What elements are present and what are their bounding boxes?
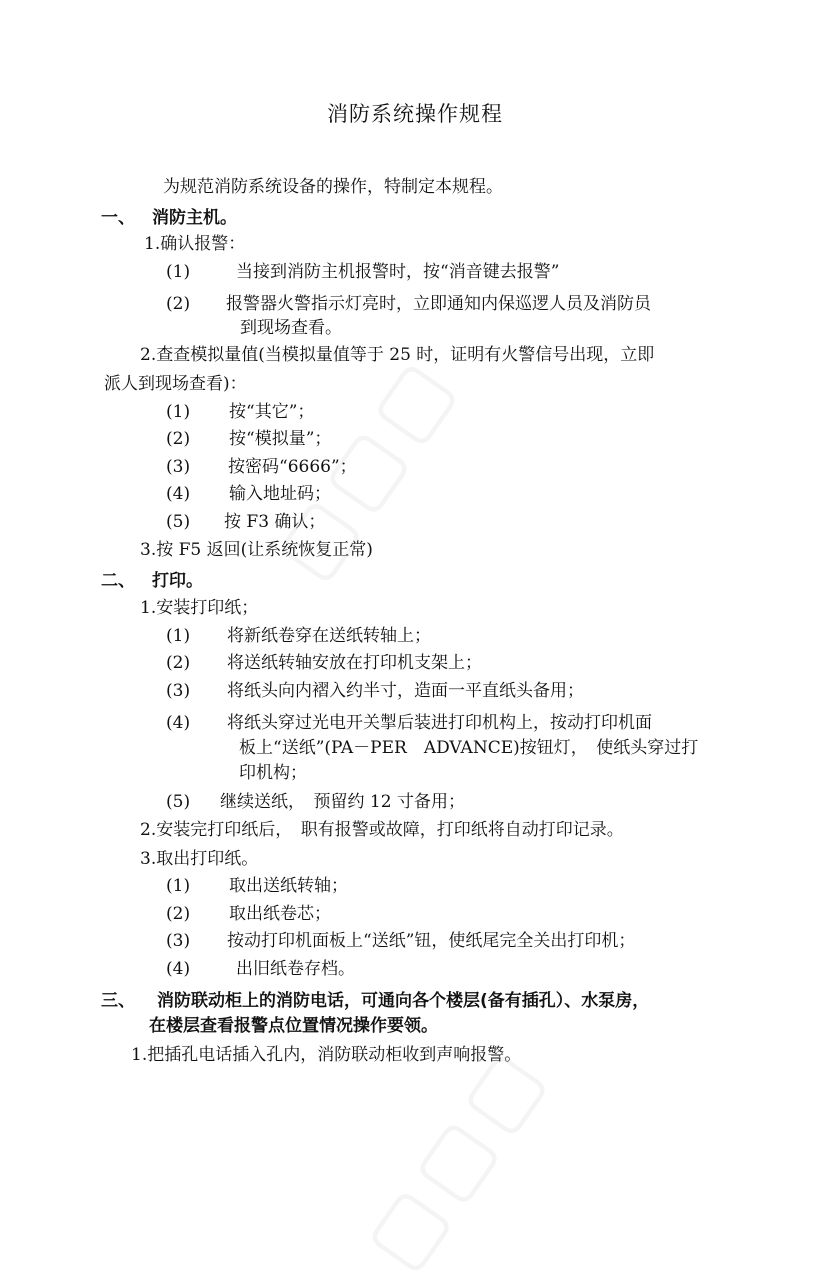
sub-item-text: 出旧纸卷存档。 <box>236 959 355 979</box>
sub-item-text: 将新纸卷穿在送纸转轴上； <box>227 626 431 646</box>
sub-item-number: (1) <box>166 262 191 282</box>
sub-item-text: 按密码“6666”； <box>228 457 357 477</box>
sub-item-number: (1) <box>166 626 191 646</box>
sub-item-text: 将送纸转轴安放在打印机支架上； <box>227 653 482 673</box>
section-heading: 消防主机。 <box>152 208 237 228</box>
intro-paragraph: 为规范消防系统设备的操作，特制定本规程。 <box>163 177 503 197</box>
sub-item-text: 取出送纸转轴； <box>229 876 348 896</box>
section-heading: 在楼层查看报警点位置情况操作要领。 <box>149 1016 438 1036</box>
sub-item-number: (2) <box>166 429 191 449</box>
sub-item-text: 输入地址码； <box>229 484 331 504</box>
sub-item-number: (2) <box>166 294 191 314</box>
sub-item-number: (5) <box>166 792 191 812</box>
sub-item-text: 按 F3 确认； <box>224 512 326 532</box>
sub-item-number: (1) <box>166 876 191 896</box>
section-number: 三、 <box>101 991 135 1011</box>
sub-item-number: (4) <box>166 959 191 979</box>
sub-item-text: 报警器火警指示灯亮时，立即通知内保巡逻人员及消防员 <box>226 294 651 314</box>
section-number: 二、 <box>101 571 135 591</box>
sub-item-text: 印机构； <box>239 763 307 783</box>
sub-item-number: (2) <box>166 904 191 924</box>
sub-item-number: (3) <box>166 931 191 951</box>
list-item: 1.确认报警： <box>144 234 246 254</box>
list-item: 2.安装完打印纸后， 职有报警或故障，打印纸将自动打印记录。 <box>140 820 624 840</box>
sub-item-number: (5) <box>166 512 191 532</box>
section-heading: 消防联动柜上的消防电话，可通向各个楼层(备有插孔）、水泵房， <box>157 991 650 1011</box>
list-item: 2.查查模拟量值(当模拟量值等于 25 时，证明有火警信号出现，立即 <box>140 345 655 365</box>
section-heading: 打印。 <box>152 571 203 591</box>
sub-item-text: 取出纸卷芯； <box>229 904 331 924</box>
section-number: 一、 <box>101 208 135 228</box>
sub-item-text: 按“其它”； <box>229 402 315 422</box>
sub-item-number: (1) <box>166 402 191 422</box>
list-item: 派人到现场查看)： <box>104 374 247 394</box>
document-title: 消防系统操作规程 <box>327 102 503 126</box>
sub-item-text: 将纸头穿过光电开关掣后装进打印机构上，按动打印机面 <box>227 713 652 733</box>
sub-item-number: (4) <box>166 713 191 733</box>
sub-item-text: 到现场查看。 <box>240 318 342 338</box>
sub-item-text: 板上“送纸”(PA－PER ADVANCE)按钮灯， 使纸头穿过打 <box>239 738 699 758</box>
sub-item-number: (2) <box>166 653 191 673</box>
sub-item-text: 当接到消防主机报警时，按“消音键去报警” <box>236 262 560 282</box>
list-item: 1.把插孔电话插入孔内，消防联动柜收到声响报警。 <box>131 1045 522 1065</box>
sub-item-text: 按“模拟量”； <box>229 429 332 449</box>
sub-item-number: (3) <box>166 681 191 701</box>
list-item: 1.安装打印纸； <box>140 598 259 618</box>
sub-item-text: 继续送纸， 预留约 12 寸备用； <box>220 792 465 812</box>
list-item: 3.按 F5 返回(让系统恢复正常) <box>140 540 373 560</box>
list-item: 3.取出打印纸。 <box>140 849 259 869</box>
sub-item-number: (3) <box>166 457 191 477</box>
sub-item-text: 将纸头向内褶入约半寸，造面一平直纸头备用； <box>227 681 584 701</box>
sub-item-number: (4) <box>166 484 191 504</box>
sub-item-text: 按动打印机面板上“送纸”钮，使纸尾完全关出打印机； <box>227 931 636 951</box>
